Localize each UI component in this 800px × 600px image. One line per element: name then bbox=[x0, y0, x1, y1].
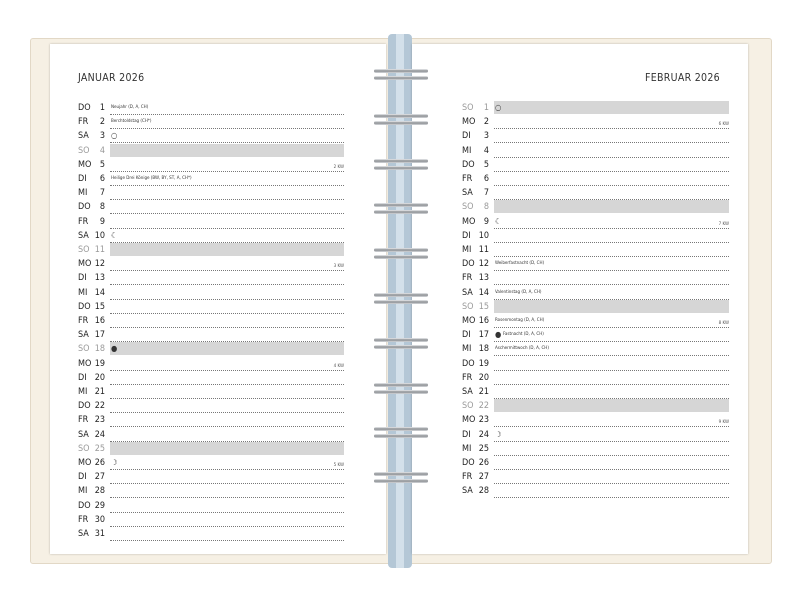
weekday-label: SA bbox=[462, 387, 473, 397]
moon-phase-icon: ○ bbox=[111, 131, 118, 141]
day-row[interactable] bbox=[78, 115, 344, 129]
weekday-label: MI bbox=[78, 387, 88, 397]
day-row[interactable] bbox=[78, 399, 344, 413]
holiday-note: Berchtoldstag (CH*) bbox=[111, 119, 152, 125]
holiday-note: Fastnacht (D, A, CH) bbox=[503, 332, 544, 338]
moon-phase-icon: ● bbox=[111, 344, 118, 354]
day-number: 3 bbox=[99, 131, 105, 142]
day-row[interactable] bbox=[78, 527, 344, 541]
day-row[interactable] bbox=[462, 158, 729, 172]
day-number: 26 bbox=[94, 458, 105, 468]
weekday-label: SA bbox=[78, 230, 89, 241]
weekday-label: SO bbox=[462, 103, 474, 113]
holiday-note: Neujahr (D, A, CH) bbox=[111, 105, 149, 110]
day-number: 25 bbox=[94, 443, 105, 454]
day-row[interactable] bbox=[462, 470, 729, 484]
day-number: 17 bbox=[94, 330, 105, 341]
day-row[interactable] bbox=[78, 385, 344, 399]
day-row[interactable] bbox=[78, 158, 344, 172]
day-number: 1 bbox=[483, 103, 489, 113]
day-row[interactable] bbox=[462, 413, 729, 427]
moon-phase-icon: ○ bbox=[495, 103, 502, 112]
weekday-label: DI bbox=[78, 174, 87, 184]
binding-ring bbox=[374, 67, 428, 82]
holiday-note: Valentinstag (D, A, CH) bbox=[495, 289, 542, 295]
day-row[interactable] bbox=[78, 456, 344, 470]
weekday-label: DI bbox=[78, 472, 87, 483]
weekday-label: MO bbox=[78, 159, 92, 170]
weekday-label: SO bbox=[78, 145, 90, 156]
day-row[interactable] bbox=[78, 200, 344, 214]
day-row[interactable] bbox=[462, 357, 729, 371]
day-row[interactable] bbox=[78, 442, 344, 456]
day-row[interactable] bbox=[78, 186, 344, 200]
weekday-label: FR bbox=[462, 372, 473, 383]
weekday-label: FR bbox=[78, 415, 89, 426]
day-number: 20 bbox=[478, 372, 489, 383]
day-row[interactable] bbox=[462, 271, 729, 285]
holiday-note: Aschermittwoch (D, A, CH) bbox=[495, 346, 549, 352]
day-row[interactable] bbox=[462, 115, 729, 129]
day-number: 2 bbox=[99, 117, 105, 128]
holiday-note: Heilige Drei Könige (BW, BY, ST, A, CH*) bbox=[111, 176, 192, 181]
day-number: 14 bbox=[478, 287, 489, 298]
day-number: 15 bbox=[478, 301, 489, 312]
weekday-label: MO bbox=[78, 358, 92, 369]
weekday-label: SO bbox=[78, 344, 90, 355]
day-row[interactable] bbox=[462, 172, 729, 186]
weekday-label: DI bbox=[462, 131, 471, 142]
week-number: 6 KW bbox=[718, 122, 729, 128]
weekday-label: FR bbox=[462, 472, 473, 483]
day-row[interactable] bbox=[462, 314, 729, 328]
week-number: 4 KW bbox=[333, 363, 344, 369]
weekday-label: DI bbox=[462, 230, 471, 241]
weekday-label: SO bbox=[462, 202, 474, 213]
sunday-bar bbox=[494, 399, 729, 412]
day-number: 20 bbox=[94, 372, 105, 383]
day-row[interactable] bbox=[78, 172, 344, 186]
day-number: 27 bbox=[478, 472, 489, 483]
day-row[interactable] bbox=[78, 342, 344, 356]
binding-ring bbox=[374, 470, 428, 485]
day-row[interactable] bbox=[78, 513, 344, 527]
day-number: 8 bbox=[483, 202, 489, 213]
weekday-label: SA bbox=[462, 486, 473, 497]
day-row[interactable] bbox=[462, 385, 729, 399]
weekday-label: SA bbox=[78, 429, 89, 440]
day-row[interactable] bbox=[78, 413, 344, 427]
weekday-label: DO bbox=[78, 202, 91, 213]
binding-ring bbox=[374, 112, 428, 127]
weekday-label: DO bbox=[462, 159, 475, 170]
day-row[interactable] bbox=[462, 129, 729, 143]
day-number: 17 bbox=[478, 330, 489, 341]
weekday-label: SO bbox=[78, 245, 90, 255]
day-row[interactable] bbox=[462, 484, 729, 498]
day-number: 12 bbox=[94, 259, 105, 270]
day-number: 25 bbox=[478, 443, 489, 454]
weekday-label: MI bbox=[462, 145, 472, 156]
weekday-label: FR bbox=[78, 216, 89, 227]
weekday-label: MI bbox=[462, 245, 472, 255]
day-row[interactable] bbox=[462, 399, 729, 413]
day-number: 4 bbox=[99, 145, 105, 156]
day-number: 5 bbox=[99, 159, 105, 170]
weekday-label: FR bbox=[78, 514, 89, 525]
day-row[interactable] bbox=[462, 342, 729, 356]
day-row[interactable] bbox=[462, 101, 729, 115]
day-number: 21 bbox=[478, 387, 489, 397]
day-row[interactable] bbox=[462, 186, 729, 200]
sunday-bar bbox=[110, 243, 344, 256]
writing-line bbox=[110, 540, 344, 541]
day-number: 31 bbox=[94, 529, 105, 539]
weekday-label: SA bbox=[78, 330, 89, 341]
day-row[interactable] bbox=[462, 428, 729, 442]
sunday-bar bbox=[110, 342, 344, 355]
weekday-label: FR bbox=[462, 273, 473, 284]
day-number: 19 bbox=[478, 358, 489, 369]
weekday-label: MO bbox=[78, 458, 92, 468]
day-row[interactable] bbox=[462, 243, 729, 257]
day-row[interactable] bbox=[78, 484, 344, 498]
day-number: 6 bbox=[99, 174, 105, 184]
weekday-label: FR bbox=[462, 174, 473, 184]
day-number: 14 bbox=[94, 287, 105, 298]
weekday-label: FR bbox=[78, 117, 89, 128]
day-number: 18 bbox=[478, 344, 489, 355]
moon-phase-icon: ☾ bbox=[495, 216, 502, 226]
day-number: 13 bbox=[478, 273, 489, 284]
day-row[interactable] bbox=[78, 428, 344, 442]
day-row[interactable] bbox=[78, 371, 344, 385]
month-title: FEBRUAR 2026 bbox=[644, 72, 720, 84]
day-number: 7 bbox=[99, 188, 105, 199]
sunday-bar bbox=[110, 442, 344, 455]
weekday-label: SA bbox=[462, 188, 473, 199]
day-row[interactable] bbox=[78, 499, 344, 513]
day-row[interactable] bbox=[462, 257, 729, 271]
day-number: 22 bbox=[94, 401, 105, 412]
day-number: 19 bbox=[94, 358, 105, 369]
day-row[interactable] bbox=[462, 371, 729, 385]
day-row[interactable] bbox=[78, 243, 344, 257]
day-row[interactable] bbox=[462, 300, 729, 314]
day-row[interactable] bbox=[78, 470, 344, 484]
day-number: 9 bbox=[483, 216, 489, 227]
day-number: 8 bbox=[99, 202, 105, 213]
binding-ring bbox=[374, 201, 428, 216]
weekday-label: MI bbox=[462, 344, 472, 355]
day-row[interactable] bbox=[78, 328, 344, 342]
day-number: 30 bbox=[94, 514, 105, 525]
day-number: 29 bbox=[94, 500, 105, 511]
day-number: 4 bbox=[483, 145, 489, 156]
sunday-bar bbox=[110, 144, 344, 157]
week-number: 3 KW bbox=[333, 264, 344, 270]
weekday-label: SO bbox=[78, 443, 90, 454]
sunday-bar bbox=[494, 200, 729, 213]
day-number: 12 bbox=[478, 259, 489, 270]
day-number: 16 bbox=[478, 316, 489, 326]
week-number: 2 KW bbox=[333, 164, 344, 170]
right-page-february bbox=[412, 44, 748, 554]
day-row[interactable] bbox=[78, 357, 344, 371]
moon-phase-icon: ☽ bbox=[495, 429, 502, 439]
weekday-label: MI bbox=[462, 443, 472, 454]
weekday-label: DO bbox=[78, 301, 91, 312]
sunday-bar bbox=[494, 101, 729, 114]
week-number: 8 KW bbox=[718, 321, 729, 326]
month-title: JANUAR 2026 bbox=[78, 72, 145, 84]
weekday-label: DI bbox=[462, 429, 471, 440]
weekday-label: DO bbox=[78, 401, 91, 412]
weekday-label: SA bbox=[78, 131, 89, 142]
weekday-label: DO bbox=[78, 500, 91, 511]
day-number: 10 bbox=[478, 230, 489, 241]
binding-ring bbox=[374, 157, 428, 172]
day-number: 18 bbox=[94, 344, 105, 355]
week-number: 9 KW bbox=[718, 420, 729, 426]
day-row[interactable] bbox=[462, 286, 729, 300]
day-row[interactable] bbox=[462, 328, 729, 342]
weekday-label: MO bbox=[462, 316, 476, 326]
moon-phase-icon: ● bbox=[495, 330, 502, 340]
day-number: 28 bbox=[478, 486, 489, 497]
day-row[interactable] bbox=[78, 215, 344, 229]
day-number: 15 bbox=[94, 301, 105, 312]
day-row[interactable] bbox=[78, 286, 344, 300]
writing-line bbox=[494, 497, 729, 498]
day-number: 2 bbox=[483, 117, 489, 128]
weekday-label: MI bbox=[78, 188, 88, 199]
weekday-label: MO bbox=[462, 216, 476, 227]
sunday-bar bbox=[494, 300, 729, 313]
weekday-label: MO bbox=[462, 117, 476, 128]
weekday-label: SA bbox=[78, 529, 89, 539]
day-row[interactable] bbox=[78, 101, 344, 115]
day-number: 11 bbox=[478, 245, 489, 255]
binding-ring bbox=[374, 291, 428, 306]
day-number: 6 bbox=[483, 174, 489, 184]
week-number: 7 KW bbox=[718, 221, 729, 227]
day-number: 16 bbox=[94, 316, 105, 326]
weekday-label: FR bbox=[78, 316, 89, 326]
week-number: 5 KW bbox=[333, 463, 344, 468]
day-number: 28 bbox=[94, 486, 105, 497]
binding-ring bbox=[374, 336, 428, 351]
day-number: 21 bbox=[94, 387, 105, 397]
weekday-label: DI bbox=[462, 330, 471, 341]
holiday-note: Weiberfastnacht (D, CH) bbox=[495, 261, 545, 267]
day-number: 10 bbox=[94, 230, 105, 241]
day-row[interactable] bbox=[78, 271, 344, 285]
weekday-label: DO bbox=[462, 358, 475, 369]
moon-phase-icon: ☽ bbox=[111, 458, 118, 467]
day-row[interactable] bbox=[462, 200, 729, 214]
day-number: 5 bbox=[483, 159, 489, 170]
binding-ring bbox=[374, 381, 428, 396]
day-number: 26 bbox=[478, 458, 489, 468]
binding-ring bbox=[374, 246, 428, 261]
day-number: 7 bbox=[483, 188, 489, 199]
weekday-label: MI bbox=[78, 287, 88, 298]
day-row[interactable] bbox=[462, 215, 729, 229]
weekday-label: SA bbox=[462, 287, 473, 298]
day-row[interactable] bbox=[462, 456, 729, 470]
day-row[interactable] bbox=[78, 314, 344, 328]
day-row[interactable] bbox=[462, 144, 729, 158]
moon-phase-icon: ☾ bbox=[111, 230, 118, 240]
day-number: 9 bbox=[99, 216, 105, 227]
day-row[interactable] bbox=[78, 129, 344, 143]
day-row[interactable] bbox=[462, 442, 729, 456]
day-number: 1 bbox=[99, 103, 105, 113]
day-row[interactable] bbox=[78, 229, 344, 243]
weekday-label: DO bbox=[462, 458, 475, 468]
day-number: 11 bbox=[94, 245, 105, 255]
day-number: 13 bbox=[94, 273, 105, 284]
weekday-label: SO bbox=[462, 301, 474, 312]
weekday-label: DO bbox=[78, 103, 91, 113]
day-row[interactable] bbox=[78, 300, 344, 314]
day-number: 22 bbox=[478, 401, 489, 412]
day-number: 23 bbox=[478, 415, 489, 426]
day-number: 23 bbox=[94, 415, 105, 426]
holiday-note: Rosenmontag (D, A, CH) bbox=[495, 318, 545, 323]
weekday-label: DI bbox=[78, 372, 87, 383]
day-row[interactable] bbox=[78, 144, 344, 158]
weekday-label: DI bbox=[78, 273, 87, 284]
weekday-label: SO bbox=[462, 401, 474, 412]
day-number: 27 bbox=[94, 472, 105, 483]
weekday-label: DO bbox=[462, 259, 475, 270]
day-number: 24 bbox=[94, 429, 105, 440]
binding-ring bbox=[374, 425, 428, 440]
day-row[interactable] bbox=[462, 229, 729, 243]
weekday-label: MO bbox=[78, 259, 92, 270]
day-row[interactable] bbox=[78, 257, 344, 271]
day-number: 3 bbox=[483, 131, 489, 142]
weekday-label: MI bbox=[78, 486, 88, 497]
day-number: 24 bbox=[478, 429, 489, 440]
weekday-label: MO bbox=[462, 415, 476, 426]
left-page-january bbox=[50, 44, 386, 554]
